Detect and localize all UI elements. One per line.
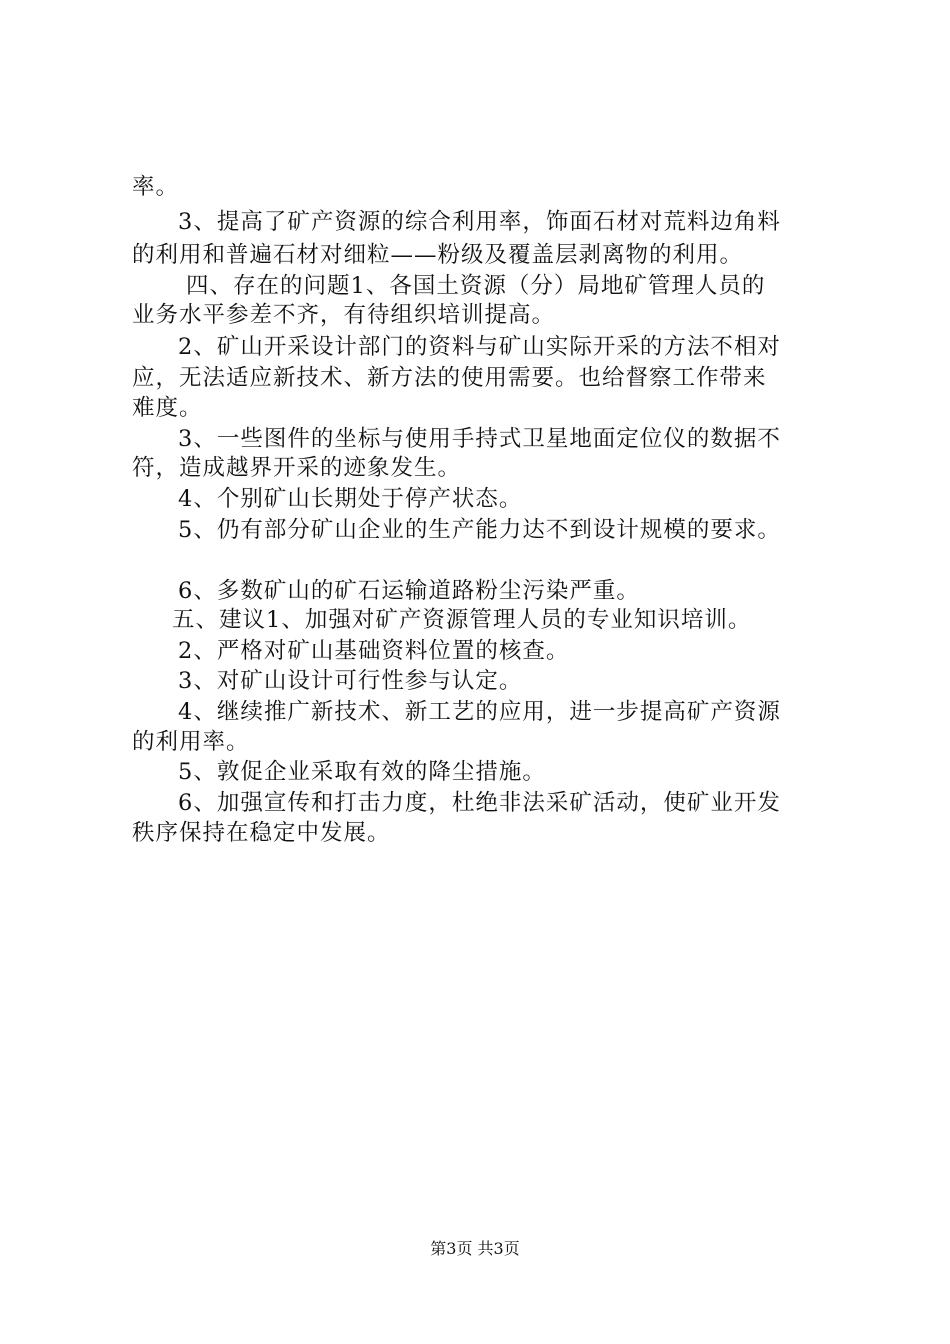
text-line: 业务水平参差不齐，有待组织培训提高。 xyxy=(132,302,556,328)
text-line: 3、一些图件的坐标与使用手持式卫星地面定位仪的数据不 xyxy=(178,426,781,452)
text-line: 2、矿山开采设计部门的资料与矿山实际开采的方法不相对 xyxy=(178,334,781,360)
text-line: 2、严格对矿山基础资料位置的核查。 xyxy=(178,638,570,664)
text-line: 5、敦促企业采取有效的降尘措施。 xyxy=(178,759,546,785)
text-line: 符，造成越界开采的迹象发生。 xyxy=(132,455,462,481)
text-line: 率。 xyxy=(132,174,180,200)
text-line: 的利用率。 xyxy=(132,729,250,755)
text-line: 3、对矿山设计可行性参与认定。 xyxy=(178,668,523,694)
text-line: 5、仍有部分矿山企业的生产能力达不到设计规模的要求。 xyxy=(178,517,781,543)
text-line: 4、个别矿山长期处于停产状态。 xyxy=(178,486,523,512)
text-line: 3、提高了矿产资源的综合利用率，饰面石材对荒料边角料 xyxy=(178,209,781,235)
text-line: 6、多数矿山的矿石运输道路粉尘污染严重。 xyxy=(178,578,640,604)
text-line: 五、建议1、加强对矿产资源管理人员的专业知识培训。 xyxy=(172,607,752,633)
text-line: 秩序保持在稳定中发展。 xyxy=(132,820,391,846)
text-line: 的利用和普遍石材对细粒——粉级及覆盖层剥离物的利用。 xyxy=(132,242,744,268)
text-line: 6、加强宣传和打击力度，杜绝非法采矿活动，使矿业开发 xyxy=(178,790,781,816)
text-line: 四、存在的问题1、各国土资源（分）局地矿管理人员的 xyxy=(186,273,766,299)
text-line: 难度。 xyxy=(132,395,203,421)
page-number-footer: 第3页 共3页 xyxy=(430,1239,520,1258)
text-line: 4、继续推广新技术、新工艺的应用，进一步提高矿产资源 xyxy=(178,699,781,725)
text-line: 应，无法适应新技术、新方法的使用需要。也给督察工作带来 xyxy=(132,365,767,391)
